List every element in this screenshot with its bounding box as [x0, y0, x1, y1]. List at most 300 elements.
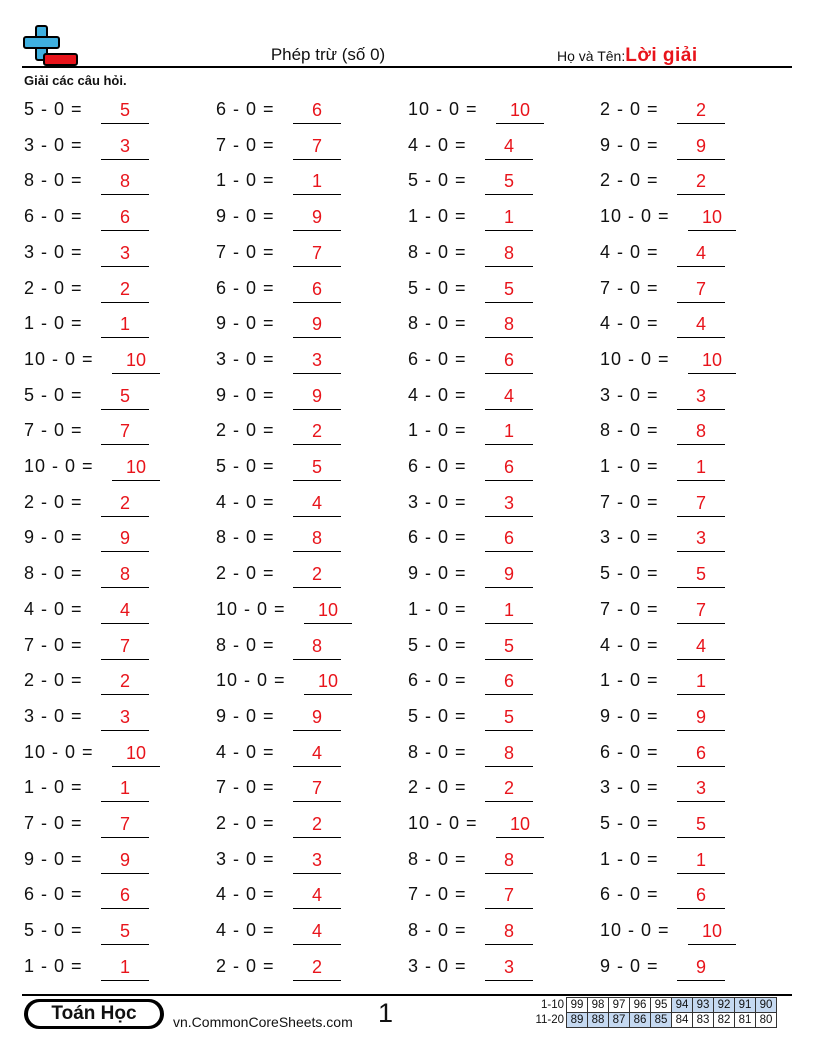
- answer-blank: 9: [101, 526, 149, 552]
- answer-blank: 1: [293, 169, 341, 195]
- problem: [216, 883, 376, 911]
- answer-blank: 9: [677, 705, 725, 731]
- problem-expression: 6 - 0 =: [408, 670, 467, 691]
- answer-blank: 8: [293, 526, 341, 552]
- answer-blank: 10: [688, 919, 736, 945]
- problem-expression: 6 - 0 =: [600, 884, 659, 905]
- answer-blank: 1: [677, 669, 725, 695]
- problem: [216, 277, 376, 305]
- problem-expression: 8 - 0 =: [408, 313, 467, 334]
- problem: [408, 348, 568, 376]
- problem-expression: 7 - 0 =: [24, 420, 83, 441]
- answer-blank: 6: [101, 883, 149, 909]
- problem-expression: 10 - 0 =: [24, 741, 94, 762]
- problem-expression: 10 - 0 =: [216, 670, 286, 691]
- problem: [408, 705, 568, 733]
- answer-blank: 3: [677, 526, 725, 552]
- problem: [216, 955, 376, 983]
- problem-expression: 1 - 0 =: [24, 777, 83, 798]
- answer-blank: 5: [485, 277, 533, 303]
- answer-blank: 4: [101, 598, 149, 624]
- problem-expression: 4 - 0 =: [216, 491, 275, 512]
- answer-blank: 4: [293, 883, 341, 909]
- problem: [600, 598, 760, 626]
- problem: [24, 955, 184, 983]
- problem-expression: 9 - 0 =: [600, 955, 659, 976]
- answer-blank: 5: [485, 705, 533, 731]
- problem: [24, 241, 184, 269]
- problem: [600, 741, 760, 769]
- problem: [216, 241, 376, 269]
- answer-blank: 2: [485, 776, 533, 802]
- problem-expression: 5 - 0 =: [24, 384, 83, 405]
- problem: [216, 669, 376, 697]
- answer-blank: 9: [677, 955, 725, 981]
- problem: [24, 669, 184, 697]
- score-cell: 81: [735, 1013, 756, 1028]
- problem: [24, 812, 184, 840]
- problem: [600, 562, 760, 590]
- problem: [408, 205, 568, 233]
- problem-expression: 10 - 0 =: [24, 456, 94, 476]
- answer-blank: 1: [101, 312, 149, 338]
- problem: [24, 312, 184, 340]
- answer-blank: 3: [101, 134, 149, 160]
- problem-expression: 3 - 0 =: [408, 955, 467, 976]
- problem-expression: 1 - 0 =: [600, 456, 659, 476]
- problem-expression: 7 - 0 =: [600, 598, 659, 619]
- problem: [216, 419, 376, 447]
- problem: [24, 705, 184, 733]
- problem-expression: 8 - 0 =: [408, 241, 467, 262]
- problem: [216, 384, 376, 412]
- answer-blank: 7: [677, 598, 725, 624]
- problem-expression: 7 - 0 =: [600, 491, 659, 512]
- answer-blank: 1: [101, 776, 149, 802]
- problem-expression: 7 - 0 =: [216, 777, 275, 798]
- answer-blank: 5: [101, 98, 149, 124]
- problem: [408, 848, 568, 876]
- score-cell: 96: [630, 998, 651, 1013]
- problem: [408, 312, 568, 340]
- score-row: [530, 998, 777, 1013]
- problem: [408, 419, 568, 447]
- problem-expression: 10 - 0 =: [408, 99, 478, 119]
- answer-blank: 7: [101, 419, 149, 445]
- problem-expression: 9 - 0 =: [216, 313, 275, 334]
- problem-expression: 3 - 0 =: [600, 527, 659, 548]
- answer-blank: 4: [293, 919, 341, 945]
- brand-badge: [24, 999, 164, 1029]
- score-table: [530, 997, 777, 1028]
- problem: [600, 169, 760, 197]
- problem: [408, 98, 568, 126]
- problem-expression: 4 - 0 =: [24, 598, 83, 619]
- answer-blank: 8: [485, 741, 533, 767]
- problem-expression: 5 - 0 =: [408, 277, 467, 298]
- answer-blank: 7: [293, 776, 341, 802]
- answer-blank: 6: [485, 348, 533, 374]
- problem: [216, 348, 376, 376]
- problem-expression: 5 - 0 =: [408, 705, 467, 726]
- problem-expression: 6 - 0 =: [408, 348, 467, 369]
- answer-blank: 5: [485, 634, 533, 660]
- name-label: Họ và Tên:: [557, 48, 626, 64]
- problem-expression: 1 - 0 =: [600, 670, 659, 691]
- answer-blank: 2: [293, 812, 341, 838]
- answer-blank: 7: [101, 634, 149, 660]
- page-number: 1: [378, 998, 394, 1028]
- problem-expression: 2 - 0 =: [408, 777, 467, 798]
- brand-label: Toán Học: [28, 1002, 160, 1026]
- answer-blank: 10: [688, 348, 736, 374]
- problem: [600, 491, 760, 519]
- answer-blank: 3: [677, 384, 725, 410]
- problem: [408, 134, 568, 162]
- score-cell: 93: [693, 998, 714, 1013]
- answer-blank: 4: [485, 384, 533, 410]
- score-cell: 82: [714, 1013, 735, 1028]
- problem: [600, 705, 760, 733]
- problem-expression: 4 - 0 =: [600, 313, 659, 334]
- problem: [24, 776, 184, 804]
- answer-blank: 4: [677, 312, 725, 338]
- score-cell: 95: [651, 998, 672, 1013]
- answer-blank: 7: [677, 491, 725, 517]
- problem-expression: 5 - 0 =: [600, 813, 659, 833]
- problem-expression: 4 - 0 =: [216, 884, 275, 905]
- problem: [600, 312, 760, 340]
- problem-expression: 5 - 0 =: [24, 99, 83, 119]
- problem: [600, 776, 760, 804]
- score-row: [530, 1013, 777, 1028]
- answer-blank: 7: [293, 134, 341, 160]
- score-cell: 88: [588, 1013, 609, 1028]
- problem-expression: 3 - 0 =: [216, 848, 275, 869]
- answer-blank: 6: [485, 455, 533, 481]
- problem: [24, 562, 184, 590]
- problem: [408, 883, 568, 911]
- problem: [24, 848, 184, 876]
- problem: [24, 134, 184, 162]
- problem-expression: 8 - 0 =: [600, 420, 659, 441]
- problem-expression: 7 - 0 =: [24, 634, 83, 655]
- answer-blank: 8: [485, 848, 533, 874]
- problem: [216, 562, 376, 590]
- problem: [600, 277, 760, 305]
- answer-blank: 10: [496, 812, 544, 838]
- answer-blank: 2: [101, 491, 149, 517]
- problem-expression: 8 - 0 =: [24, 170, 83, 191]
- problem: [216, 705, 376, 733]
- problem-expression: 1 - 0 =: [24, 955, 83, 976]
- problem: [600, 848, 760, 876]
- problem-expression: 1 - 0 =: [408, 206, 467, 227]
- answer-blank: 9: [293, 705, 341, 731]
- answer-blank: 2: [101, 277, 149, 303]
- problem-expression: 10 - 0 =: [24, 348, 94, 369]
- score-row-label: 11-20: [535, 1014, 564, 1026]
- answer-blank: 6: [677, 883, 725, 909]
- answer-blank: 2: [293, 419, 341, 445]
- problem-expression: 5 - 0 =: [408, 634, 467, 655]
- problem-expression: 5 - 0 =: [24, 920, 83, 941]
- problem-expression: 9 - 0 =: [408, 563, 467, 584]
- answer-blank: 8: [677, 419, 725, 445]
- score-cell: 89: [567, 1013, 588, 1028]
- answer-blank: 1: [677, 848, 725, 874]
- problem-expression: 2 - 0 =: [216, 813, 275, 833]
- answer-blank: 3: [485, 491, 533, 517]
- problem: [600, 669, 760, 697]
- answer-blank: 5: [101, 384, 149, 410]
- problem: [600, 919, 760, 947]
- instructions: Giải các câu hỏi.: [24, 73, 127, 88]
- problem-expression: 9 - 0 =: [216, 384, 275, 405]
- problem: [408, 919, 568, 947]
- problem-expression: 10 - 0 =: [600, 920, 670, 941]
- problem-expression: 3 - 0 =: [24, 241, 83, 262]
- problem-expression: 6 - 0 =: [600, 741, 659, 762]
- problem: [24, 634, 184, 662]
- problem: [600, 384, 760, 412]
- problem: [216, 741, 376, 769]
- problem: [408, 669, 568, 697]
- problem: [600, 205, 760, 233]
- problem-expression: 2 - 0 =: [24, 491, 83, 512]
- answer-blank: 3: [677, 776, 725, 802]
- problem: [216, 526, 376, 554]
- answer-blank: 10: [688, 205, 736, 231]
- problem: [24, 526, 184, 554]
- problem: [24, 919, 184, 947]
- problem-expression: 1 - 0 =: [24, 313, 83, 334]
- problem-expression: 10 - 0 =: [600, 348, 670, 369]
- problem: [600, 883, 760, 911]
- problem-expression: 2 - 0 =: [600, 99, 659, 119]
- problem-expression: 3 - 0 =: [408, 491, 467, 512]
- score-row-label: 1-10: [540, 999, 564, 1011]
- answer-blank: 9: [101, 848, 149, 874]
- problem: [408, 491, 568, 519]
- problem-expression: 7 - 0 =: [216, 134, 275, 155]
- answer-blank: 9: [293, 205, 341, 231]
- problem: [408, 776, 568, 804]
- score-cell: 99: [567, 998, 588, 1013]
- problem-expression: 2 - 0 =: [24, 670, 83, 691]
- problem: [24, 419, 184, 447]
- answer-blank: 9: [485, 562, 533, 588]
- problem-expression: 2 - 0 =: [216, 955, 275, 976]
- problem: [216, 455, 376, 483]
- answer-blank: 4: [677, 634, 725, 660]
- problem: [600, 455, 760, 483]
- answer-blank: 10: [112, 455, 160, 481]
- problem-expression: 7 - 0 =: [216, 241, 275, 262]
- problem: [24, 348, 184, 376]
- problem: [408, 634, 568, 662]
- answer-blank: 6: [485, 526, 533, 552]
- score-cell: 85: [651, 1013, 672, 1028]
- problem: [600, 98, 760, 126]
- problem: [216, 98, 376, 126]
- problem-expression: 4 - 0 =: [600, 241, 659, 262]
- problem: [216, 848, 376, 876]
- problem-expression: 10 - 0 =: [600, 206, 670, 227]
- problem-expression: 7 - 0 =: [600, 277, 659, 298]
- answer-blank: 1: [677, 455, 725, 481]
- score-cell: 83: [693, 1013, 714, 1028]
- problem-expression: 6 - 0 =: [24, 206, 83, 227]
- problem: [408, 598, 568, 626]
- problem-expression: 6 - 0 =: [216, 277, 275, 298]
- answer-blank: 1: [485, 205, 533, 231]
- problem-expression: 4 - 0 =: [216, 920, 275, 941]
- answer-blank: 9: [293, 312, 341, 338]
- problem: [24, 384, 184, 412]
- problem-expression: 2 - 0 =: [216, 563, 275, 584]
- problem: [24, 277, 184, 305]
- problem-expression: 3 - 0 =: [216, 348, 275, 369]
- score-cell: 94: [672, 998, 693, 1013]
- answer-blank: 6: [485, 669, 533, 695]
- problem: [408, 455, 568, 483]
- problem-expression: 6 - 0 =: [24, 884, 83, 905]
- problem-expression: 7 - 0 =: [24, 813, 83, 833]
- problem: [600, 526, 760, 554]
- answer-blank: 3: [485, 955, 533, 981]
- problem-expression: 4 - 0 =: [600, 634, 659, 655]
- problem: [600, 241, 760, 269]
- problem-expression: 5 - 0 =: [216, 456, 275, 476]
- problem-expression: 3 - 0 =: [24, 705, 83, 726]
- problem-expression: 6 - 0 =: [408, 527, 467, 548]
- problem: [600, 634, 760, 662]
- problem-expression: 4 - 0 =: [216, 741, 275, 762]
- answer-blank: 4: [677, 241, 725, 267]
- score-cell: 80: [756, 1013, 777, 1028]
- footer-divider: [22, 994, 792, 996]
- score-cell: 97: [609, 998, 630, 1013]
- answer-blank: 2: [293, 955, 341, 981]
- answer-blank: 8: [293, 634, 341, 660]
- problem-expression: 1 - 0 =: [600, 848, 659, 869]
- problem: [408, 384, 568, 412]
- problem: [216, 919, 376, 947]
- problem: [408, 812, 568, 840]
- score-cell: 84: [672, 1013, 693, 1028]
- problem: [216, 312, 376, 340]
- problem: [24, 98, 184, 126]
- problem-expression: 2 - 0 =: [600, 170, 659, 191]
- answer-blank: 7: [293, 241, 341, 267]
- problem-expression: 8 - 0 =: [216, 634, 275, 655]
- problem-expression: 9 - 0 =: [600, 705, 659, 726]
- problem: [408, 241, 568, 269]
- answer-blank: 5: [677, 562, 725, 588]
- score-cell: 87: [609, 1013, 630, 1028]
- answer-blank: 9: [293, 384, 341, 410]
- answer-blank: 6: [101, 205, 149, 231]
- problem: [24, 491, 184, 519]
- problem: [408, 562, 568, 590]
- problem: [216, 169, 376, 197]
- problem-expression: 5 - 0 =: [600, 563, 659, 584]
- problem-expression: 6 - 0 =: [216, 99, 275, 119]
- problem: [216, 598, 376, 626]
- answer-blank: 8: [101, 562, 149, 588]
- problem-expression: 2 - 0 =: [24, 277, 83, 298]
- answer-blank: 8: [485, 312, 533, 338]
- problem-expression: 4 - 0 =: [408, 134, 467, 155]
- problem: [600, 812, 760, 840]
- answer-blank: 5: [485, 169, 533, 195]
- answer-blank: 10: [496, 98, 544, 124]
- problem: [24, 741, 184, 769]
- answer-blank: 6: [293, 98, 341, 124]
- score-cell: 86: [630, 1013, 651, 1028]
- problem-expression: 3 - 0 =: [600, 384, 659, 405]
- problem-expression: 8 - 0 =: [408, 920, 467, 941]
- answer-blank: 2: [101, 669, 149, 695]
- problem-expression: 2 - 0 =: [216, 420, 275, 441]
- problem-expression: 10 - 0 =: [408, 813, 478, 833]
- problem-expression: 3 - 0 =: [600, 777, 659, 798]
- score-cell: 90: [756, 998, 777, 1013]
- problem: [408, 277, 568, 305]
- problem-expression: 8 - 0 =: [24, 563, 83, 584]
- problem-expression: 1 - 0 =: [216, 170, 275, 191]
- problem-expression: 4 - 0 =: [408, 384, 467, 405]
- answer-blank: 10: [112, 741, 160, 767]
- problem-expression: 9 - 0 =: [216, 206, 275, 227]
- answer-blank: 7: [101, 812, 149, 838]
- answer-blank: 1: [101, 955, 149, 981]
- answer-blank: 3: [293, 848, 341, 874]
- problem: [216, 634, 376, 662]
- score-cell: 92: [714, 998, 735, 1013]
- answer-blank: 7: [677, 277, 725, 303]
- answer-blank: 10: [112, 348, 160, 374]
- problem: [216, 812, 376, 840]
- answer-blank: 3: [293, 348, 341, 374]
- answer-blank: 5: [677, 812, 725, 838]
- problem-expression: 8 - 0 =: [216, 527, 275, 548]
- problem: [24, 205, 184, 233]
- answer-blank: 1: [485, 419, 533, 445]
- problem: [600, 419, 760, 447]
- problem-expression: 5 - 0 =: [408, 170, 467, 191]
- problem: [600, 134, 760, 162]
- problem: [408, 526, 568, 554]
- answer-blank: 2: [677, 169, 725, 195]
- answer-blank: 4: [485, 134, 533, 160]
- problem-expression: 1 - 0 =: [408, 598, 467, 619]
- problem: [408, 169, 568, 197]
- problem-expression: 3 - 0 =: [24, 134, 83, 155]
- problem-expression: 9 - 0 =: [600, 134, 659, 155]
- problem: [216, 134, 376, 162]
- problem: [24, 455, 184, 483]
- answer-blank: 2: [293, 562, 341, 588]
- answer-blank: 10: [304, 598, 352, 624]
- problem: [600, 955, 760, 983]
- problem: [216, 776, 376, 804]
- problem: [24, 598, 184, 626]
- problem: [24, 883, 184, 911]
- answer-blank: 1: [485, 598, 533, 624]
- answer-blank: 3: [101, 705, 149, 731]
